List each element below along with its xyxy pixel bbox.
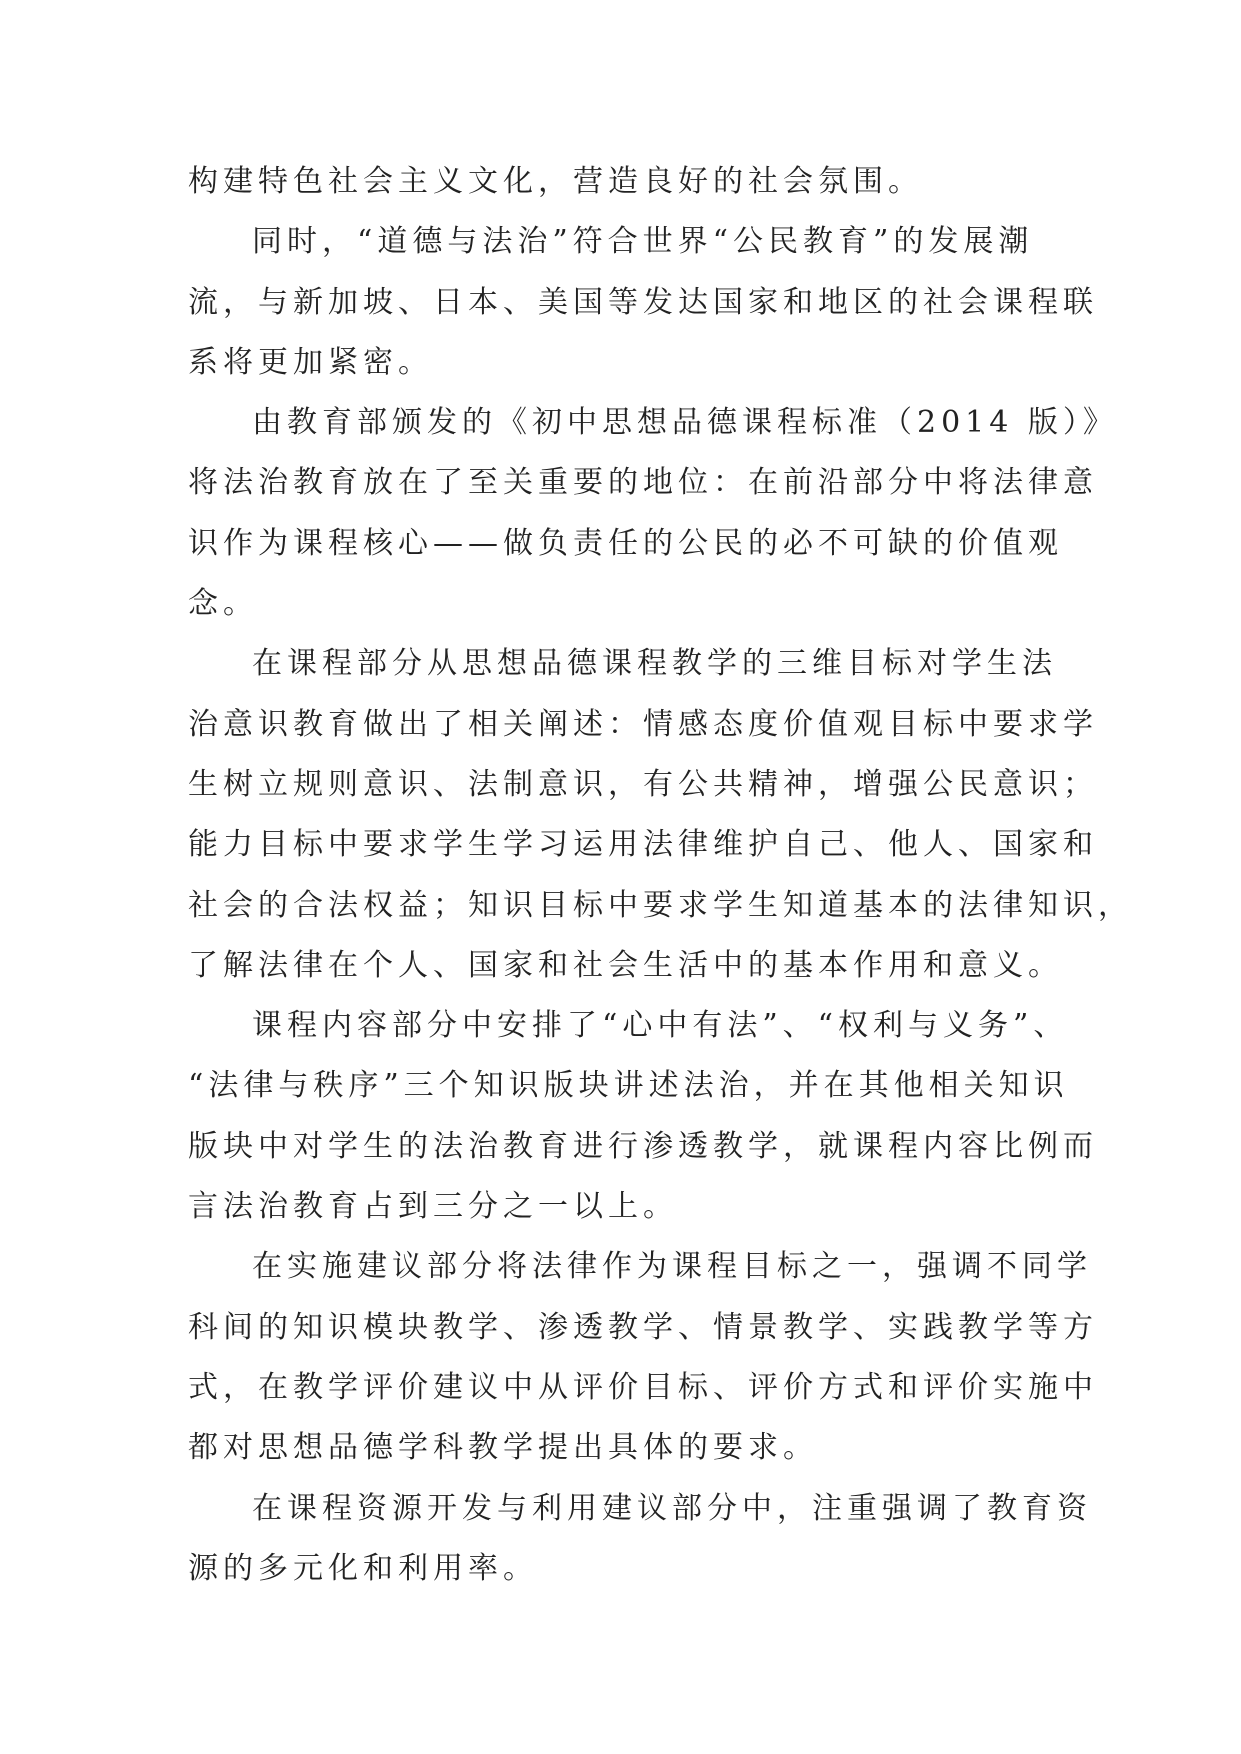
text-line: 在课程部分从思想品德课程教学的三维目标对学生法 [252,646,1057,682]
text-line: 流，与新加坡、日本、美国等发达国家和地区的社会课程联 [188,284,1098,320]
text-line: 将法治教育放在了至关重要的地位：在前沿部分中将法律意 [188,465,1098,501]
text-line: 科间的知识模块教学、渗透教学、情景教学、实践教学等方 [188,1309,1098,1345]
text-line: 源的多元化和利用率。 [188,1550,538,1586]
text-line: 能力目标中要求学生学习运用法律维护自己、他人、国家和 [188,827,1098,863]
text-line: 课程内容部分中安排了“心中有法”、“权利与义务”、 [252,1008,1069,1044]
text-line: 式，在教学评价建议中从评价目标、评价方式和评价实施中 [188,1369,1098,1405]
paragraph [188,393,1118,634]
text-line: 构建特色社会主义文化，营造良好的社会氛围。 [188,164,923,199]
document-body [188,152,1133,1599]
paragraph [188,996,1098,1237]
text-line: 识作为课程核心——做负责任的公民的必不可缺的价值观 [188,525,1063,561]
text-line: 系将更加紧密。 [188,344,433,380]
text-line: 治意识教育做出了相关阐述：情感态度价值观目标中要求学 [188,706,1098,742]
paragraph [188,212,1098,393]
text-line: 念。 [188,586,258,622]
text-line: 在课程资源开发与利用建议部分中，注重强调了教育资 [252,1490,1092,1526]
text-line: 版块中对学生的法治教育进行渗透教学，就课程内容比例而 [188,1128,1098,1164]
text-line: 由教育部颁发的《初中思想品德课程标准（2014 版）》 [252,405,1118,441]
text-line: 了解法律在个人、国家和社会生活中的基本作用和意义。 [188,947,1063,983]
text-line: 生树立规则意识、法制意识，有公共精神，增强公民意识； [188,766,1098,802]
text-line: 都对思想品德学科教学提出具体的要求。 [188,1430,818,1466]
paragraph [188,1479,1092,1600]
text-line: 同时，“道德与法治”符合世界“公民教育”的发展潮 [252,224,1034,260]
text-line: 言法治教育占到三分之一以上。 [188,1189,678,1225]
paragraph [188,1237,1098,1478]
paragraph [188,634,1133,996]
text-line: 社会的合法权益；知识目标中要求学生知道基本的法律知识， [188,887,1133,923]
text-line: 在实施建议部分将法律作为课程目标之一，强调不同学 [252,1249,1092,1285]
text-line: “法律与秩序”三个知识版块讲述法治，并在其他相关知识 [188,1068,1069,1104]
paragraph [188,152,1058,212]
